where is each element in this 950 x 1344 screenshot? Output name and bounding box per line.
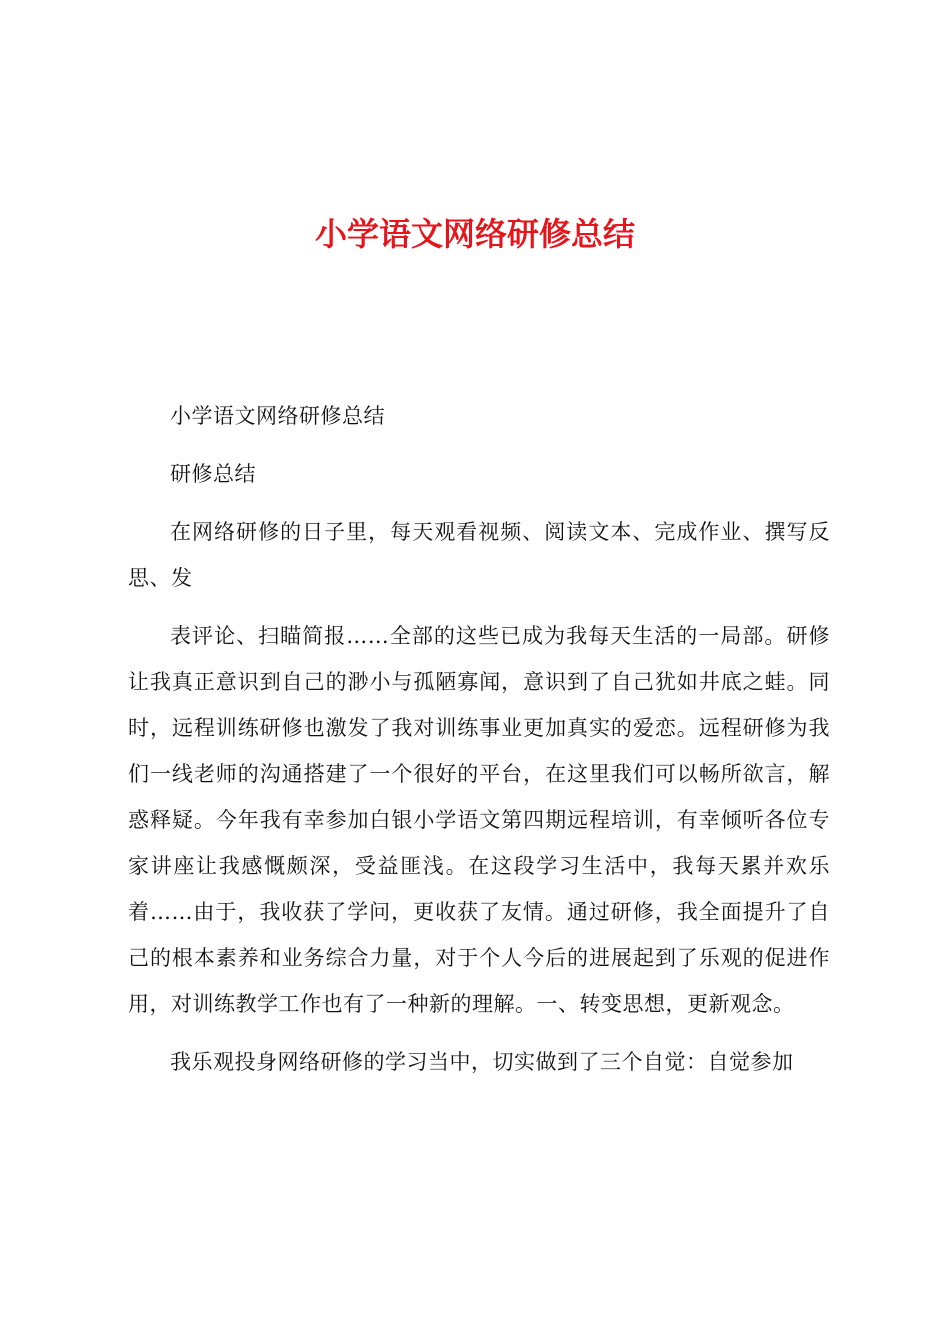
paragraph-heading: 研修总结	[170, 462, 256, 486]
paragraph-intro: 在网络研修的日子里，每天观看视频、阅读文本、完成作业、撰写反思、发	[128, 520, 830, 590]
paragraph-main: 表评论、扫瞄简报……全部的这些已成为我每天生活的一局部。研修让我真正意识到自己的渺小与孤陋寡闻，意识到了自己犹如井底之蛙。同时，远程训练研修也激发了我对训练事业更加真实的爱恋。远程研修为我们一线老师的沟通搭建了一个很好的平台，在这里我们可以畅所欲言，解惑释疑。今年我有幸参加白银小学语文第四期远程培训，有幸倾听各位专家讲座让我感慨颇深，受益匪浅。在这段学习生活中，我每天累并欢乐着……由于，我收获了学问，更收获了友情。通过研修，我全面提升了自己的根本素养和业务综合力量，对于个人今后的进展起到了乐观的促进作用，对训练教学工作也有了一种新的理解。一、转变思想，更新观念。	[128, 624, 830, 1016]
paragraph-subtitle: 小学语文网络研修总结	[170, 404, 385, 428]
paragraph-continuation: 我乐观投身网络研修的学习当中，切实做到了三个自觉：自觉参加	[170, 1050, 794, 1074]
document-title: 小学语文网络研修总结	[314, 215, 635, 253]
document-body	[128, 393, 830, 1085]
